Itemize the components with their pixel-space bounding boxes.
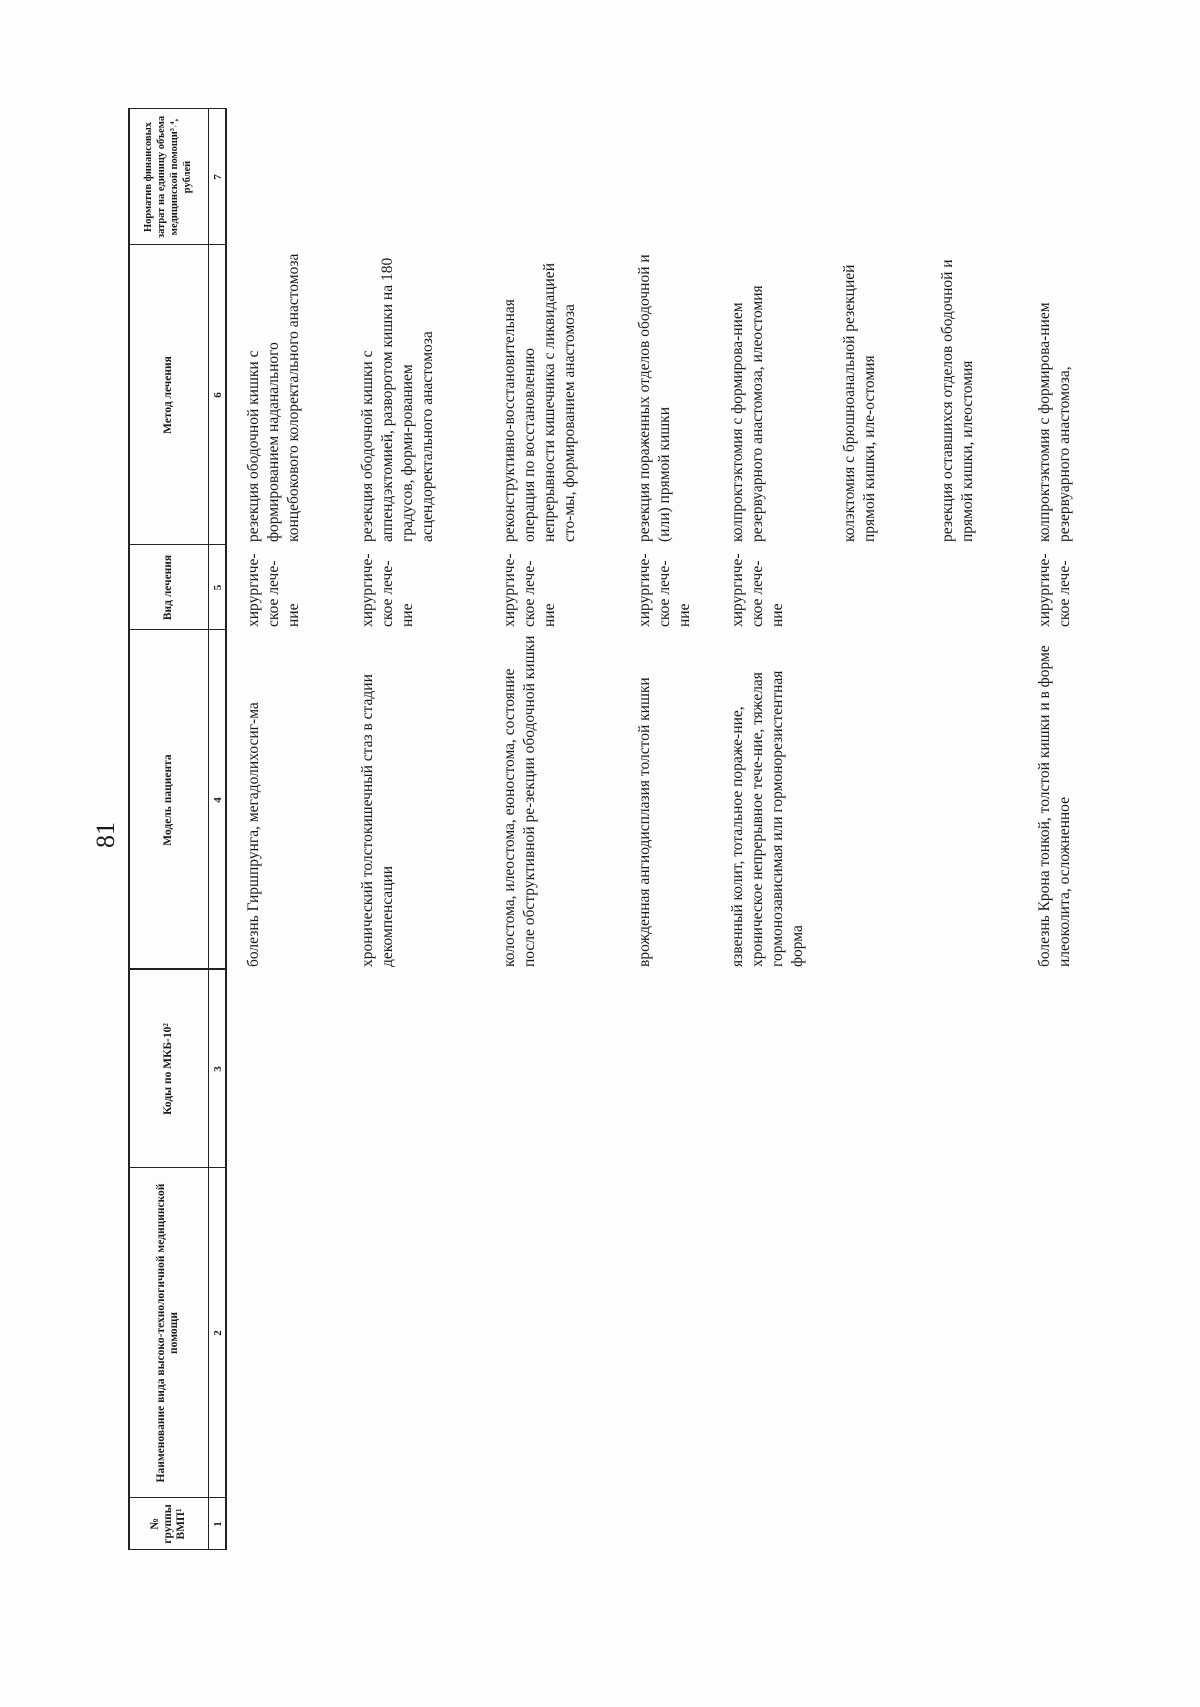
header-treatment-method: Метод лечения <box>161 356 174 434</box>
column-number: 1 <box>212 1521 224 1527</box>
treatment-type-cell: хирургиче-ское лече-ние <box>245 553 302 627</box>
header-cost-standard: Норматив финансовых затрат на единицу объема медицинской помощи³˒⁴, рублей <box>143 115 193 239</box>
header-group-number: № группы ВМП¹ <box>148 1504 187 1544</box>
patient-model-cell: колостома, илеостома, еюностома, состояние после обструктивной ре-зекции ободочной кишки <box>501 635 538 967</box>
treatment-method-cell: колпроктэктомия с формирова-нием резервуарного анастомоза, <box>1036 302 1073 542</box>
treatment-type-cell: хирургиче-ское лече- <box>1036 553 1073 627</box>
column-number: 5 <box>212 584 224 591</box>
column-number: 7 <box>212 174 224 180</box>
treatment-method-cell: резекция ободочной кишки с формированием наданального концебокового колоректального анастомоза <box>245 253 302 542</box>
column-number: 4 <box>212 797 224 803</box>
patient-model-cell: болезнь Крона тонкой, толстой кишки и в форме илеоколита, осложненное <box>1036 645 1073 967</box>
column-number: 6 <box>212 392 224 398</box>
patient-model-cell: врожденная ангиодисплазия толстой кишки <box>636 677 653 967</box>
header-icd-codes: Коды по МКБ-10² <box>161 1023 174 1115</box>
patient-model-cell: болезнь Гиршпрунга, мегадолихосиг-ма <box>245 702 262 967</box>
treatment-method-cell: реконструктивно-восстановительная операция по восстановлению непрерывности кишечника с ликвидацией сто-мы, формированием анастомоза <box>501 263 578 542</box>
treatment-method-cell: резекция пораженных отделов ободочной и (или) прямой кишки <box>636 254 673 542</box>
header-treatment-type: Вид лечения <box>161 554 174 621</box>
column-number: 3 <box>212 1066 224 1072</box>
column-number: 2 <box>212 1330 224 1336</box>
header-bottom-rule <box>225 108 227 1550</box>
patient-model-cell: хронический толстокишечный стаз в стадии декомпенсации <box>359 674 396 967</box>
header-patient-model: Модель пациента <box>161 754 174 846</box>
rotated-table <box>128 108 1200 1550</box>
treatment-method-cell: колэктомия с брюшноанальной резекцией прямой кишки, иле-остомия <box>841 264 878 542</box>
patient-model-cell: язвенный колит, тотальное пораже-ние, хроническое непрерывное тече-ние, тяжелая гормонозависимая или гормонорезистентная форма <box>729 670 806 967</box>
treatment-method-cell: резекция оставшихся отделов ободочной и прямой кишки, илеостомия <box>939 259 976 542</box>
treatment-method-cell: колпроктэктомия с формирова-нием резервуарного анастомоза, илеостомия <box>729 285 766 542</box>
page-number: 81 <box>91 822 120 848</box>
treatment-type-cell: хирургиче-ское лече-ние <box>636 553 693 627</box>
header-vmp-name: Наименование вида высоко-технологичной медицинской помощи <box>155 1183 180 1483</box>
treatment-type-cell: хирургиче-ское лече-ние <box>359 553 416 627</box>
treatment-type-cell: хирургиче-ское лече-ние <box>501 553 558 627</box>
treatment-method-cell: резекция ободочной кишки с аппендэктомией, разворотом кишки на 180 градусов, форми-рованием асцендоректального анастомоза <box>359 257 436 542</box>
header-mid-rule <box>208 108 209 1550</box>
treatment-type-cell: хирургиче-ское лече-ние <box>729 553 786 627</box>
